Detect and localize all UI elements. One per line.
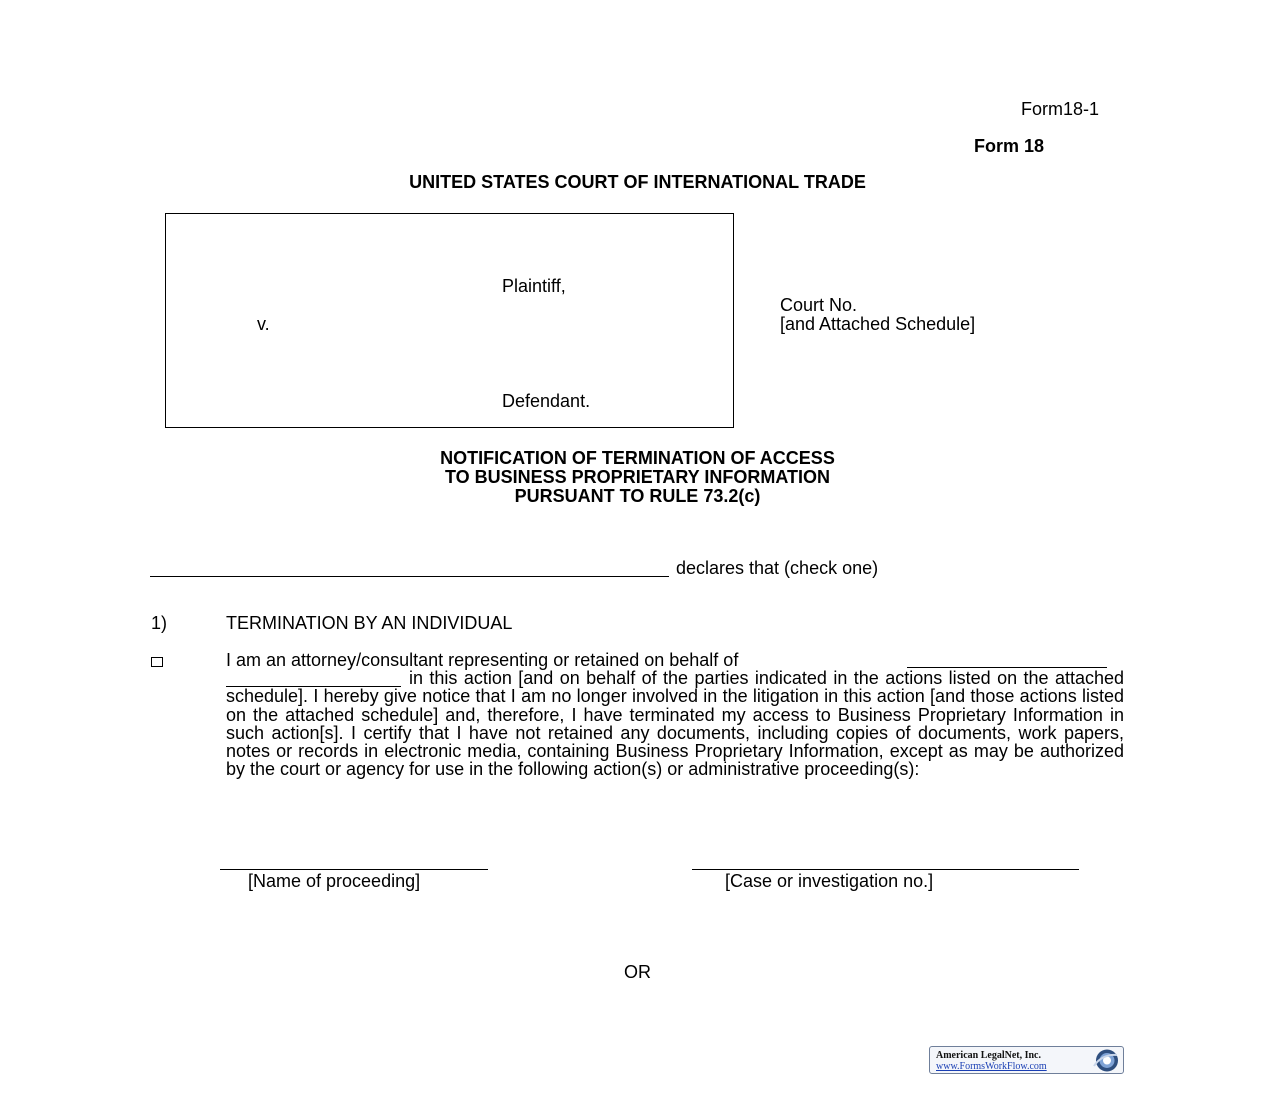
title-line-2: TO BUSINESS PROPRIETARY INFORMATION <box>444 467 831 487</box>
case-caption-box <box>165 213 734 428</box>
footer-logo[interactable] <box>929 1046 1124 1074</box>
certification-paragraph <box>226 669 1124 779</box>
case-number-field[interactable] <box>692 869 1079 870</box>
proceeding-name-label: [Name of proceeding] <box>248 871 421 891</box>
paragraph-first-line: I am an attorney/consultant representing or retained on behalf of <box>226 650 739 670</box>
court-number-label: Court No. <box>780 295 858 315</box>
case-number-label: [Case or investigation no.] <box>725 871 934 891</box>
title-line-1: NOTIFICATION OF TERMINATION OF ACCESS <box>440 448 835 468</box>
footer-url-link[interactable]: www.FormsWorkFlow.com <box>936 1061 1047 1072</box>
section-number: 1) <box>151 613 168 633</box>
footer-company-name: American LegalNet, Inc. <box>936 1050 1041 1061</box>
attached-schedule-label: [and Attached Schedule] <box>780 314 976 334</box>
versus-label: v. <box>257 314 270 334</box>
or-separator: OR <box>624 962 651 982</box>
document-title <box>0 449 1275 506</box>
declarant-name-field[interactable] <box>150 576 669 577</box>
plaintiff-label: Plaintiff, <box>502 276 566 296</box>
title-line-3: PURSUANT TO RULE 73.2(c) <box>514 486 761 506</box>
globe-icon <box>1090 1048 1120 1073</box>
defendant-label: Defendant. <box>502 391 591 411</box>
court-name: UNITED STATES COURT OF INTERNATIONAL TRADE <box>409 172 866 192</box>
form-title: Form 18 <box>974 136 1045 156</box>
declares-text: declares that (check one) <box>676 558 879 578</box>
form-id: Form18-1 <box>1021 99 1100 119</box>
termination-individual-checkbox[interactable] <box>151 657 163 667</box>
certification-text: in this action [and on behalf of the parties indicated in the actions listed on the attached schedule]. I hereby give notice that I am no longer involved in the litigation in this action [and those actions listed on the attached schedule] and, therefore, I have terminated my access to Business Proprietary Information in such action[s]. I certify that I have not retained any documents, including copies of documents, work papers, notes or records in electronic media, containing Business Proprietary Information, except as may be authorized by the court or agency for use in the following action(s) or administrative proceeding(s): <box>226 668 1124 780</box>
section-heading: TERMINATION BY AN INDIVIDUAL <box>226 613 513 633</box>
proceeding-name-field[interactable] <box>220 869 488 870</box>
